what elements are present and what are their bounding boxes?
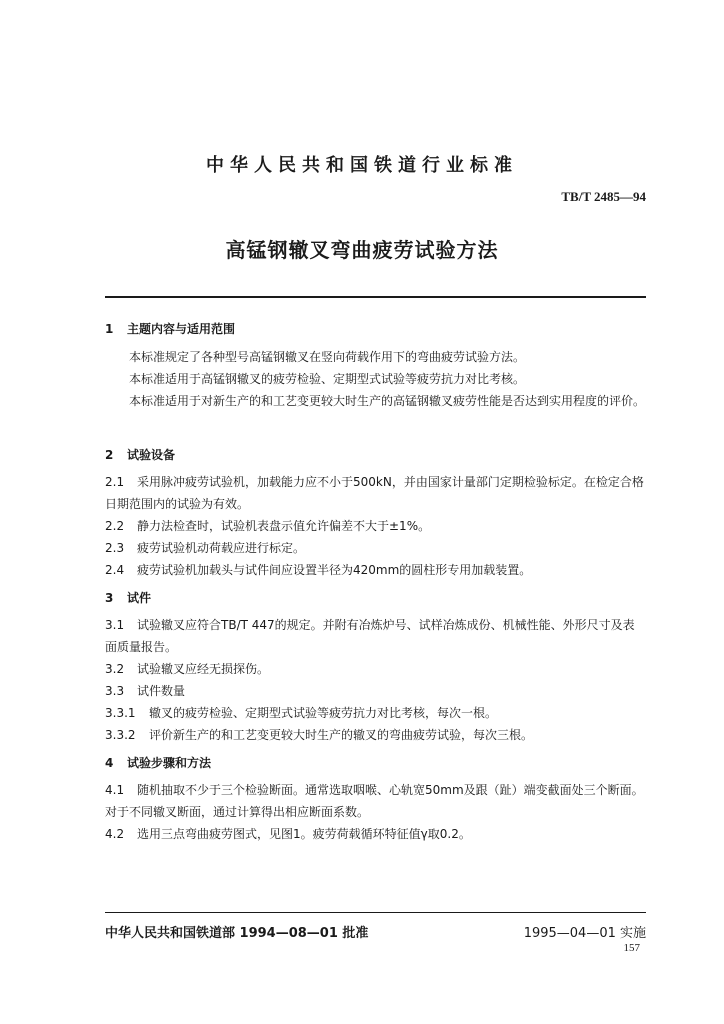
clause-text: 采用脉冲疲劳试验机，加载能力应不小于500kN，并由国家计量部门定期检验标定。在检定合格日期范围内的试验为有效。 — [105, 475, 644, 511]
section-number: 4 — [105, 756, 114, 770]
clause-text: 静力法检查时，试验机表盘示值允许偏差不大于±1%。 — [137, 519, 431, 533]
page-number: 157 — [623, 942, 640, 954]
clause-number: 4.2 — [105, 827, 125, 841]
clause-number: 2.4 — [105, 563, 125, 577]
section-number: 1 — [105, 322, 114, 336]
clause-3-3 — [105, 680, 646, 702]
section-title: 主题内容与适用范围 — [127, 322, 236, 336]
section-heading-1 — [105, 320, 235, 337]
section-heading-4 — [105, 754, 211, 771]
footer-divider — [105, 912, 646, 913]
clause-text: 选用三点弯曲疲劳图式，见图1。疲劳荷载循环特征值γ取0.2。 — [137, 827, 471, 841]
section-title: 试验设备 — [127, 448, 176, 462]
clause-number: 2.2 — [105, 519, 125, 533]
clause-text: 评价新生产的和工艺变更较大时生产的辙叉的弯曲疲劳试验，每次三根。 — [149, 728, 534, 742]
clause-3-1 — [105, 614, 646, 658]
header-divider — [105, 296, 646, 298]
paragraph: 本标准适用于对新生产的和工艺变更较大时生产的高锰钢辙叉疲劳性能是否达到实用程度的评价。 — [129, 394, 646, 408]
clause-3-2 — [105, 658, 646, 680]
clause-3-3-1 — [105, 702, 646, 724]
clause-text: 疲劳试验机动荷载应进行标定。 — [137, 541, 306, 555]
implementation-line: 1995—04—01 实施 — [523, 926, 646, 941]
clause-number: 3.3.2 — [105, 728, 136, 742]
standard-code: TB/T 2485—94 — [561, 189, 646, 204]
clause-text: 试验辙叉应符合TB/T 447的规定。并附有冶炼炉号、试样冶炼成份、机械性能、外形尺寸及表面质量报告。 — [105, 618, 635, 654]
clause-text: 试验辙叉应经无损探伤。 — [137, 662, 270, 676]
clause-2-4 — [105, 559, 646, 581]
section-heading-3 — [105, 589, 151, 606]
clause-number: 4.1 — [105, 783, 125, 797]
clause-number: 3.1 — [105, 618, 125, 632]
clause-text: 试件数量 — [137, 684, 186, 698]
clause-4-1 — [105, 779, 646, 823]
clause-number: 3.2 — [105, 662, 125, 676]
section-number: 3 — [105, 591, 114, 605]
approval-line: 中华人民共和国铁道部 1994—08—01 批准 — [105, 926, 369, 941]
document-title: 高锰钢辙叉弯曲疲劳试验方法 — [225, 238, 499, 262]
section-heading-2 — [105, 446, 175, 463]
clause-number: 2.1 — [105, 475, 125, 489]
clause-text: 随机抽取不少于三个检验断面。通常选取咽喉、心轨宽50mm及跟（趾）端变截面处三个断面。对于不同辙叉断面，通过计算得出相应断面系数。 — [105, 783, 644, 819]
clause-4-2 — [105, 823, 646, 845]
clause-text: 疲劳试验机加载头与试件间应设置半径为420mm的圆柱形专用加载装置。 — [137, 563, 532, 577]
section-number: 2 — [105, 448, 114, 462]
clause-number: 2.3 — [105, 541, 125, 555]
clause-number: 3.3 — [105, 684, 125, 698]
clause-text: 辙叉的疲劳检验、定期型式试验等疲劳抗力对比考核，每次一根。 — [149, 706, 498, 720]
clause-2-2 — [105, 515, 646, 537]
issuing-organization: 中华人民共和国铁道行业标准 — [206, 155, 518, 176]
paragraph: 本标准适用于高锰钢辙叉的疲劳检验、定期型式试验等疲劳抗力对比考核。 — [129, 372, 526, 386]
section-title: 试件 — [127, 591, 152, 605]
section-title: 试验步骤和方法 — [127, 756, 212, 770]
paragraph: 本标准规定了各种型号高锰钢辙叉在竖向荷载作用下的弯曲疲劳试验方法。 — [129, 350, 526, 364]
clause-3-3-2 — [105, 724, 646, 746]
clause-2-1 — [105, 471, 646, 515]
clause-2-3 — [105, 537, 646, 559]
clause-number: 3.3.1 — [105, 706, 136, 720]
